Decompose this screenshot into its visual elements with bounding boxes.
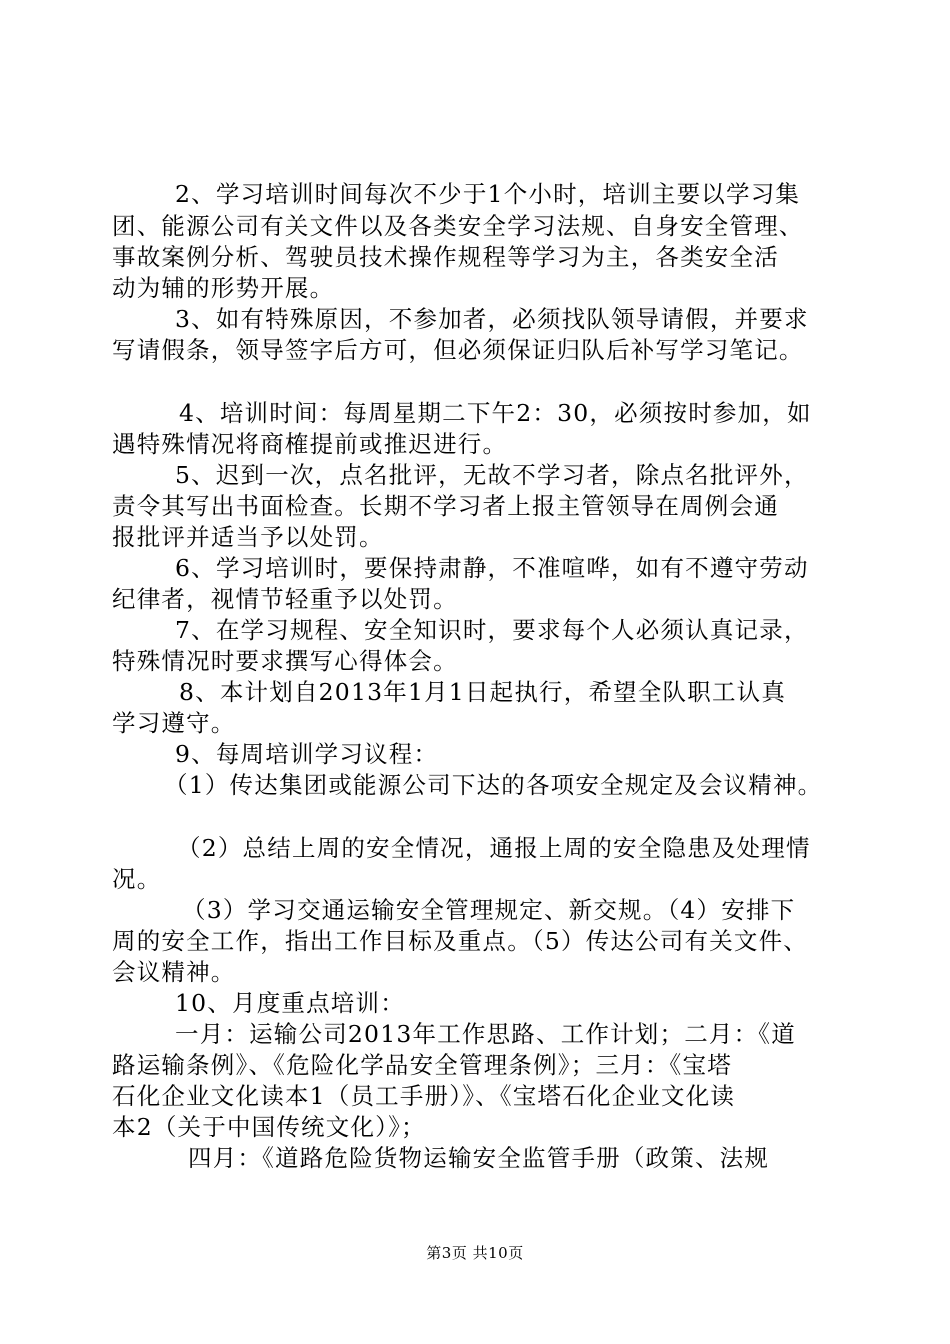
text-line: 一月：运输公司2013年工作思路、工作计划；二月：《道	[175, 1020, 796, 1048]
text-line: 四月：《道路危险货物运输安全监管手册（政策、法规	[188, 1144, 770, 1172]
page-footer: 第3页 共10页	[426, 1244, 524, 1262]
text-line: 路运输条例》、《危险化学品安全管理条例》；三月：《宝塔	[112, 1051, 732, 1079]
text-line: 7、在学习规程、安全知识时，要求每个人必须认真记录，	[175, 616, 809, 644]
text-line: 5、迟到一次，点名批评，无故不学习者，除点名批评外，	[175, 461, 809, 489]
text-line: 责令其写出书面检查。长期不学习者上报主管领导在周例会通	[112, 492, 779, 520]
text-line: 周的安全工作，指出工作目标及重点。（5）传达公司有关文件、	[112, 927, 809, 955]
text-line: 本2（关于中国传统文化）》；	[112, 1113, 426, 1141]
text-line: 石化企业文化读本1（员工手册）》、《宝塔石化企业文化读	[112, 1082, 736, 1110]
text-line: 4、培训时间：每周星期二下午2：30，必须按时参加，如	[179, 399, 812, 427]
text-line: 8、本计划自2013年1月1日起执行，希望全队职工认真	[179, 678, 787, 706]
text-line: 团、能源公司有关文件以及各类安全学习法规、自身安全管理、	[112, 212, 804, 240]
text-line: 9、每周培训学习议程：	[175, 740, 439, 768]
text-line: 写请假条，领导签字后方可，但必须保证归队后补写学习笔记。	[112, 336, 804, 364]
text-line: （1）传达集团或能源公司下达的各项安全规定及会议精神。	[164, 771, 823, 799]
text-line: 纪律者，视情节轻重予以处罚。	[112, 585, 458, 613]
text-line: 遇特殊情况将商榷提前或推迟进行。	[112, 430, 508, 458]
text-line: 报批评并适当予以处罚。	[112, 523, 384, 551]
text-line: 事故案例分析、驾驶员技术操作规程等学习为主，各类安全活	[112, 243, 779, 271]
text-line: 10、月度重点培训：	[175, 989, 405, 1017]
text-line: 特殊情况时要求撰写心得体会。	[112, 647, 458, 675]
text-line: 况。	[112, 865, 162, 893]
text-line: 2、学习培训时间每次不少于1个小时，培训主要以学习集	[175, 180, 801, 208]
text-line: 3、如有特殊原因，不参加者，必须找队领导请假，并要求	[175, 305, 809, 333]
text-line: 学习遵守。	[112, 709, 236, 737]
text-line: 会议精神。	[112, 958, 236, 986]
text-line: 动为辅的形势开展。	[112, 274, 335, 302]
text-line: 6、学习培训时，要保持肃静，不准喧哗，如有不遵守劳动	[175, 554, 809, 582]
text-line: （2）总结上周的安全情况，通报上周的安全隐患及处理情	[177, 834, 811, 862]
text-line: （3）学习交通运输安全管理规定、新交规。（4）安排下	[182, 896, 796, 924]
